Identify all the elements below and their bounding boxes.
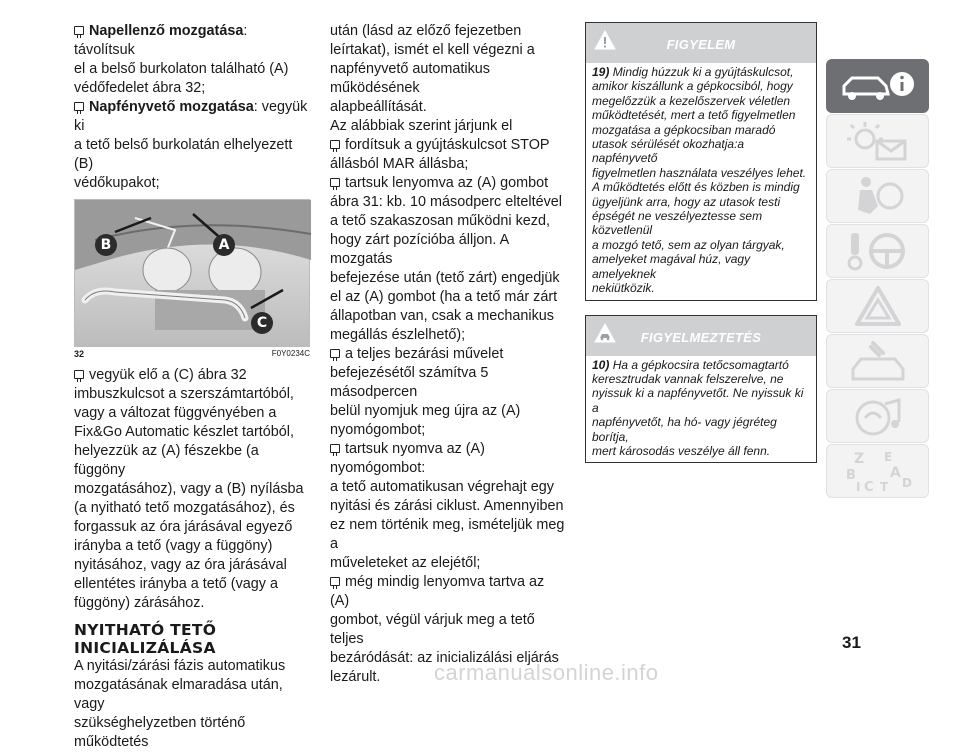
text-line: el a belső burkolaton található (A) [74,61,289,77]
text-line: épségét ne veszélyeztesse sem közvetlenül [592,209,763,238]
column-1 [74,22,310,752]
tab-index[interactable] [826,444,929,498]
text-line: Mindig húzzuk ki a gyújtáskulcsot, [612,65,794,79]
note-number: 10) [592,357,610,372]
text-line: keresztrudak vannak felszerelve, ne [592,371,784,386]
tab-multimedia[interactable] [826,389,929,443]
text-line: állásból MAR állásba; [330,156,469,172]
text-line: A működtetés előtt és közben is mindig [592,180,800,195]
lead-line: Az alábbiak szerint járjunk el [330,118,513,134]
text-line: működtetését, mert a tető figyelmetlen [592,108,796,123]
bullet-icon [330,444,340,453]
caution-text [586,356,816,463]
figure-caption [74,348,310,360]
text-line: függöny) zárásához. [74,595,205,611]
bullet-icon [74,370,84,379]
index-letter: E [883,450,892,464]
chapter-sidebar [826,59,929,499]
index-letter: Z [853,451,864,467]
text-line: nekiütközik. [592,281,655,296]
text-line: Ha a gépkocsira tetőcsomagtartó [612,357,789,372]
text-line: megállás észlelhető); [330,327,466,343]
sunshade-term: Napellenző mozgatása [89,23,244,39]
paragraph-sunroof [74,98,310,193]
text-line: ügyeljünk arra, hogy az utasok testi [592,194,781,209]
text-line: figyelmetlen használata veszélyes lehet. [592,165,807,180]
text-line: műveleteket az elejétől; [330,555,481,571]
paragraph-sunshade [74,22,310,98]
text-line: lezárult. [330,669,381,685]
caution-box-header [586,316,816,356]
text-line: védőkupakot; [74,175,160,191]
warning-text [586,63,816,300]
text-line: nyissuk ki a napfényvetőt. Ne nyissuk ki a [592,386,804,415]
caution-title: FIGYELMEZTETÉS [640,329,762,345]
text-line: a tető belső burkolatán elhelyezett (B) [74,137,293,172]
roof-interior-illustration [75,200,311,348]
callout-b: B [95,234,117,256]
text-line: gombot, végül várjuk meg a tető teljes [330,612,535,647]
warning-box [585,22,817,301]
text-line: amelyeket magával húz, vagy amelyeknek [592,252,751,281]
text-line: forgassuk az óra járásával egyező [74,519,293,535]
figure-32-roof-interior [74,199,310,347]
text-line: mozgatásának elmaradása után, vagy [74,677,283,712]
text-line: mert károsodás veszélye áll fenn. [592,443,771,458]
text-line: bezáródását: az inicializálási eljárás [330,650,559,666]
text-line: helyezzük az (A) fészekbe (a függöny [74,443,259,478]
page-number: 31 [842,633,861,652]
text-line: befejezésétől számítva 5 másodpercen [330,365,489,400]
text-line: után (lásd az előző fejezetben [330,23,522,39]
text-line: alapbeállítását. [330,99,427,115]
text-line: ábra 31: kb. 10 másodperc elteltével [330,194,562,210]
sunroof-term: Napfényvető mozgatása [89,99,254,115]
tab-warning-lights[interactable] [826,114,929,168]
paragraph-continue [330,22,566,117]
text-line: fordítsuk a gyújtáskulcsot STOP [345,137,550,153]
text-line: leírtakat), ismét el kell végezni a [330,42,535,58]
callout-a: A [213,234,235,256]
tab-car-info[interactable] [826,59,929,113]
index-letter: C [863,480,874,495]
warning-lights-icon [843,119,913,163]
heading-line: INICIALIZÁLÁSA [74,639,216,657]
text-line: mozgatásához), vagy a (B) nyílásba [74,481,304,497]
column-2 [330,22,566,687]
text-line: nyitásához, vagy az óra járásával [74,557,287,573]
text-line: tartsuk lenyomva az (A) gombot [345,175,549,191]
text-line: a teljes bezárási művelet [345,346,504,362]
text-line: megelőzzük a kezelőszervek véletlen [592,93,791,108]
tab-starting-driving[interactable] [826,224,929,278]
paragraph-init-intro [74,657,310,752]
text-line: a mozgó tető, sem az olyan tárgyak, [592,237,785,252]
text-line: szükséghelyzetben történő működtetés [74,715,246,750]
text-line: napfényvetőt, ha hó- vagy jégréteg borítja, [592,415,777,444]
bullet-icon [330,577,340,586]
step-1 [330,136,566,174]
text-line: védőfedelet ábra 32; [74,80,206,96]
text-line: amikor kiszállunk a gépkocsiból, hogy [592,79,793,94]
index-letter: D [901,476,912,490]
text-line: ellentétes irányba a tető (vagy a [74,576,278,592]
text-line: : vegyük ki [74,99,308,134]
text-line: befejezése után (tető zárt) engedjük [330,270,560,286]
alphabetical-index-icon [838,447,918,495]
text-line: Fix&Go Automatic készlet tartóból, [74,424,294,440]
wrench-car-icon [843,339,913,383]
warning-title: FIGYELEM [666,37,736,52]
warning-triangle-icon [853,284,903,328]
warning-box-header [586,23,816,63]
index-letter: A [889,465,901,481]
caution-box [585,315,817,464]
column-3 [585,22,817,463]
step-2 [330,174,566,345]
paragraph-hex-key [74,366,310,613]
section-heading [74,621,310,657]
text-line: a tető automatikusan végrehajt egy [330,479,554,495]
index-letter: T [879,480,888,494]
text-line: vagy a változat függvényében a [74,405,277,421]
step-4 [330,440,566,573]
watermark: carmanualsonline.info [434,660,659,685]
text-line: nyomógombot; [330,422,426,438]
text-line: tartsuk nyomva az (A) nyomógombot: [330,441,485,476]
text-line: mozgatása a gépkocsiban maradó [592,122,776,137]
index-letter: I [855,480,860,494]
bullet-icon [330,349,340,358]
car-damage-icon [594,323,616,343]
text-line: (a nyitható tető mozgatásához), és [74,500,295,516]
index-letter: B [845,468,856,483]
bullet-icon [330,140,340,149]
bullet-icon [74,102,84,111]
bullet-icon [74,26,84,35]
text-line: A nyitási/zárási fázis automatikus [74,658,286,674]
text-line: irányba a tető (vagy a függöny) [74,538,273,554]
text-line: vegyük elő a (C) ábra 32 [89,367,247,383]
text-line: állapotban van, csak a mechanikus [330,308,554,324]
tab-maintenance[interactable] [826,334,929,388]
text-line: napfényvető automatikus működésének [330,61,490,96]
text-line: nyitási és zárási ciklust. Amennyiben [330,498,564,514]
text-line: még mindig lenyomva tartva az (A) [330,574,545,609]
heading-line: NYITHATÓ TETŐ [74,621,217,639]
text-line: hogy zárt pozícióba álljon. A mozgatás [330,232,509,267]
text-line: el az (A) gombot (ha a tető már zárt [330,289,558,305]
callout-c: C [251,312,273,334]
key-steering-icon [843,229,913,273]
text-line: : távolítsuk [74,23,248,58]
text-line: utasok sérülését okozhatja:a napfényvető [592,137,745,166]
tab-safety[interactable] [826,169,929,223]
step-3 [330,345,566,440]
note-number: 19) [592,65,610,79]
bullet-icon [330,178,340,187]
text-line: ez nem történik meg, ismételjük meg a [330,517,565,552]
text-line: a tető szakaszosan működni kezd, [330,213,550,229]
tab-emergency[interactable] [826,279,929,333]
figure-code: F0Y0234C [271,349,310,358]
multimedia-music-icon [843,394,913,438]
safety-airbag-icon [848,174,908,218]
car-info-icon [838,66,918,106]
text-line: imbuszkulcsot a szerszámtartóból, [74,386,294,402]
figure-number: 32 [74,349,85,359]
text-line: belül nyomjuk meg újra az (A) [330,403,521,419]
warning-triangle-icon [594,30,616,50]
